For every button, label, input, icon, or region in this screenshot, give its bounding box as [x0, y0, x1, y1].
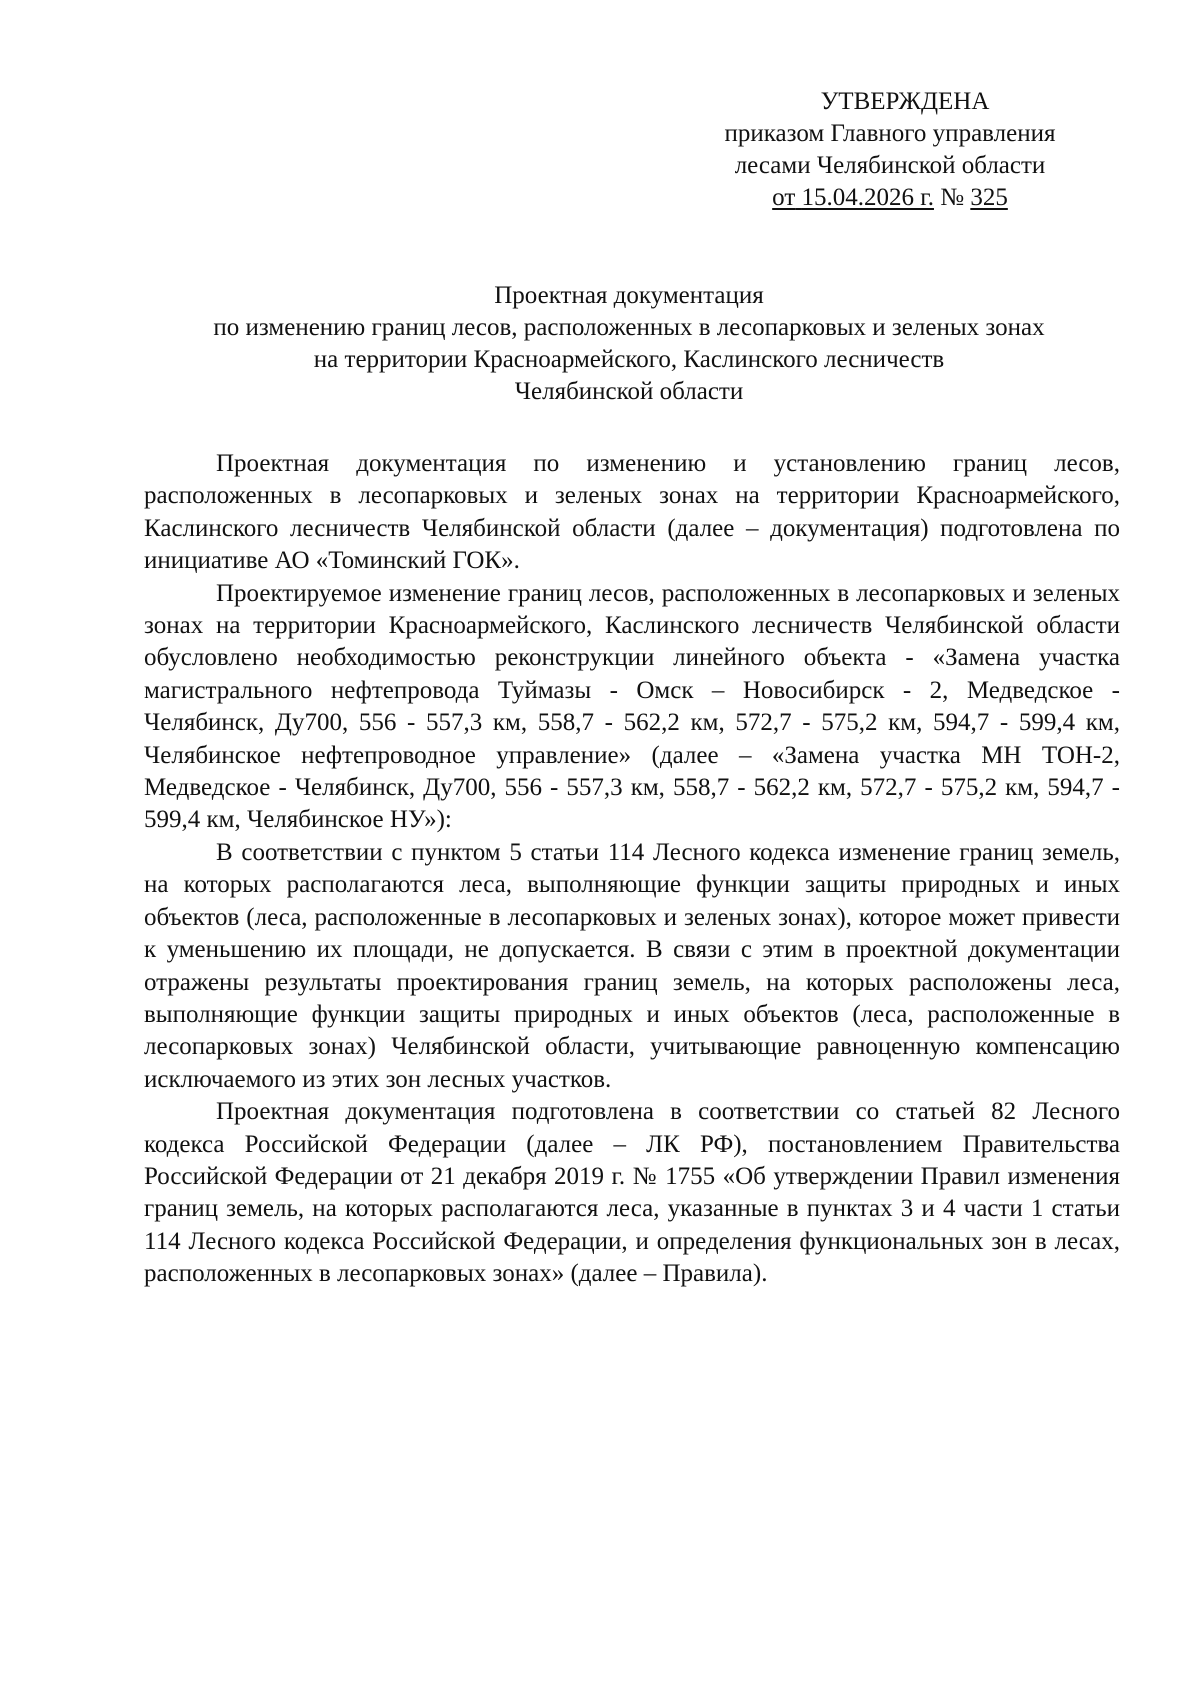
paragraph-2: Проектируемое изменение границ лесов, расположенных в лесопарковых и зеленых зонах на территории Красноармейского, Каслинского лесничеств Челябинской области обусловлено необходимостью реконструкции линейного объекта - «Замена участка магистрального нефтепровода Туймазы - Омск – Новосибирск - 2, Медведское - Челябинск, Ду700, 556 - 557,3 км, 558,7 - 562,2 км, 572,7 - 575,2 км, 594,7 - 599,4 км, Челябинское нефтепроводное управление» (далее – «Замена участка МН ТОН-2, Медведское - Челябинск, Ду700, 556 - 557,3 км, 558,7 - 562,2 км, 572,7 - 575,2 км, 594,7 - 599,4 км, Челябинское НУ»):: [144, 579, 1120, 834]
approval-date-prefix: от: [772, 184, 796, 211]
approval-date-line: [690, 182, 1090, 214]
title-line-1: Проектная документация: [494, 282, 764, 309]
approval-line-1: приказом Главного управления: [724, 120, 1056, 147]
paragraph-4: Проектная документация подготовлена в соответствии со статьей 82 Лесного кодекса Российской Федерации (далее – ЛК РФ), постановлением Правительства Российской Федерации от 21 декабря 2019 г. № 1755 «Об утверждении Правил изменения границ земель, на которых располагаются леса, указанные в пунктах 3 и 4 части 1 статьи 114 Лесного кодекса Российской Федерации, и определения функциональных зон в лесах, расположенных в лесопарковых зонах» (далее – Правила).: [144, 1098, 1120, 1288]
paragraph-1: Проектная документация по изменению и установлению границ лесов, расположенных в лесопарковых и зеленых зонах на территории Красноармейского, Каслинского лесничеств Челябинской области (далее – документация) подготовлена по инициативе АО «Томинский ГОК».: [144, 450, 1120, 575]
approval-line-2: лесами Челябинской области: [734, 152, 1046, 179]
approval-number-sign: №: [940, 184, 965, 211]
title-line-2: по изменению границ лесов, расположенных в лесопарковых и зеленых зонах: [213, 314, 1045, 341]
approval-stamp: [690, 86, 1090, 214]
document-title: [90, 280, 1168, 408]
document-body: [144, 448, 1120, 1291]
approval-number: 325: [970, 184, 1008, 211]
title-line-4: Челябинской области: [514, 378, 744, 405]
approval-date: 15.04.2026 г.: [801, 184, 934, 211]
approval-heading: УТВЕРЖДЕНА: [820, 88, 990, 115]
title-line-3: на территории Красноармейского, Каслинского лесничеств: [313, 346, 945, 373]
paragraph-3: В соответствии с пунктом 5 статьи 114 Лесного кодекса изменение границ земель, на которых располагаются леса, выполняющие функции защиты природных и иных объектов (леса, расположенные в лесопарковых и зеленых зонах), которое может привести к уменьшению их площади, не допускается. В связи с этим в проектной документации отражены результаты проектирования границ земель, на которых расположены леса, выполняющие функции защиты природных и иных объектов (леса, расположенные в лесопарковых зонах) Челябинской области, учитывающие равноценную компенсацию исключаемого из этих зон лесных участков.: [144, 838, 1120, 1093]
